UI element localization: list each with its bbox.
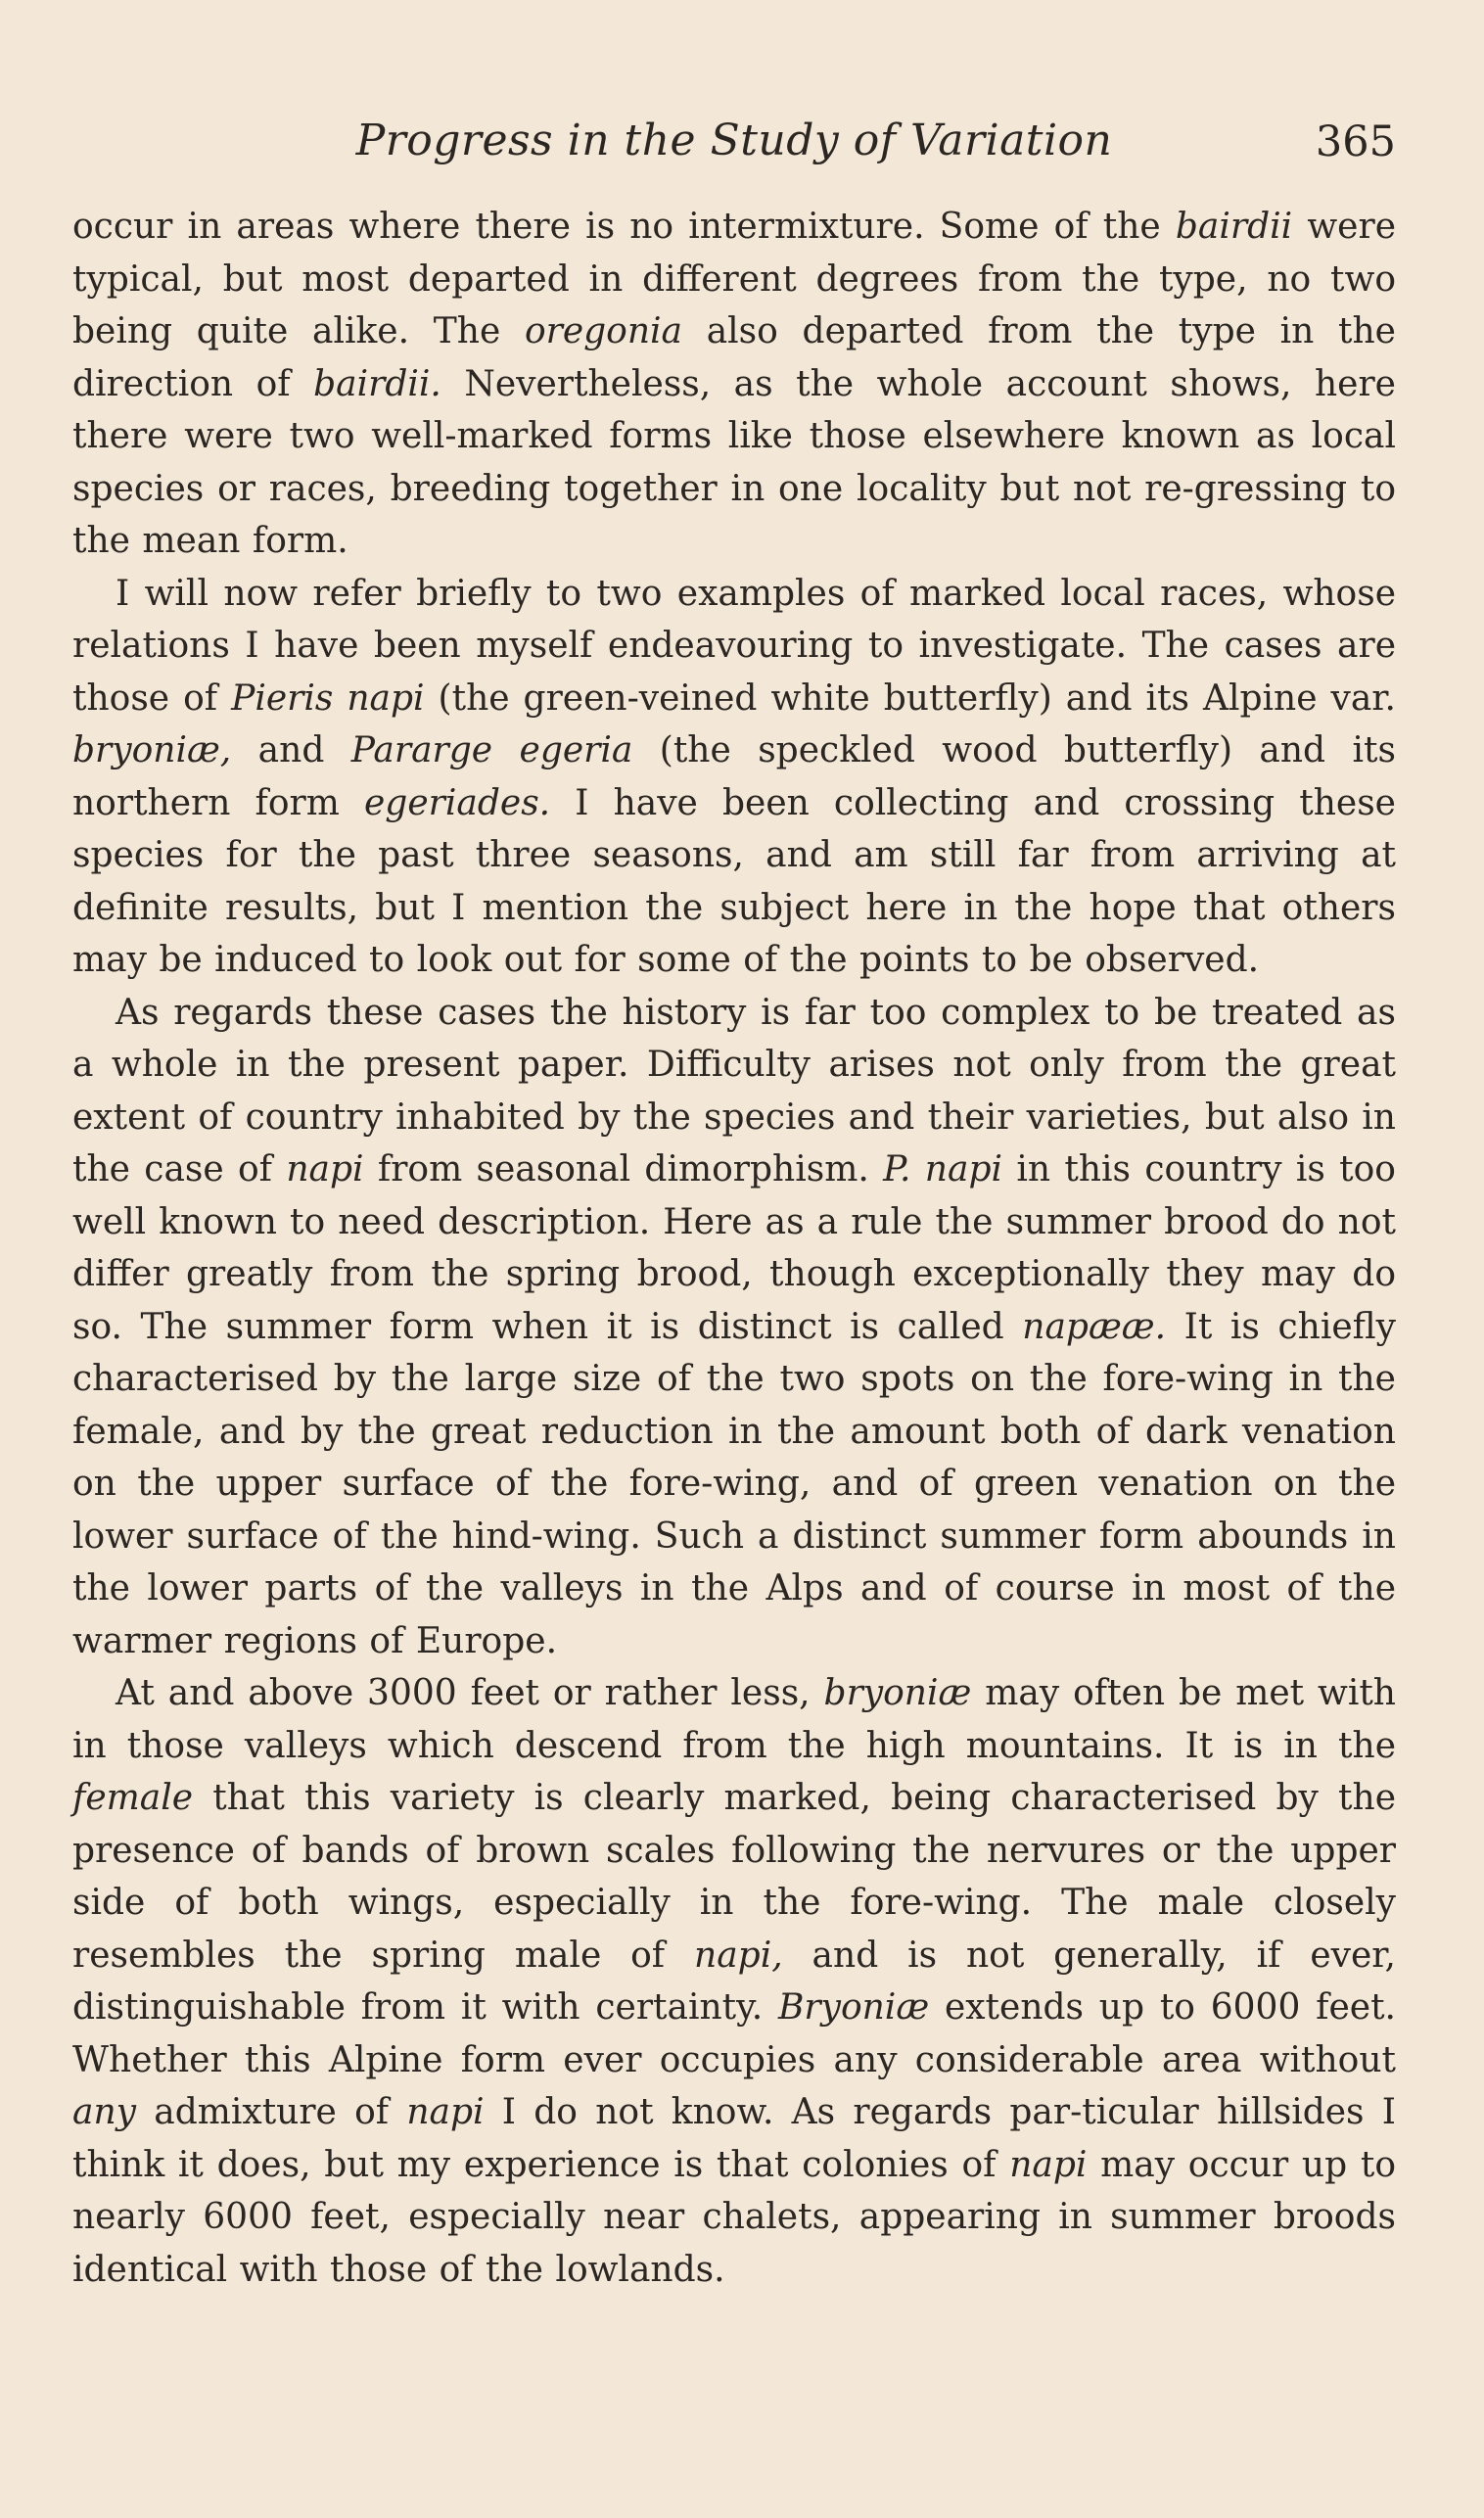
text-run: were typical, but most departed in different degrees from the type, no two being quite alike. The (72, 207, 1396, 351)
text-run: (the green-veined white butterfly) and its Alpine var. (424, 677, 1397, 719)
italic-text-run: egeriades. (364, 782, 551, 823)
text-run: occur in areas where there is no intermixture. Some of the (72, 207, 1176, 247)
paragraph (72, 568, 1396, 987)
text-run: As regards these cases the history is far too complex to be treated as a whole in the present paper. Difficulty arises not only from the great extent of country inhabited by the species and their varieties, but also in the case of (72, 992, 1396, 1189)
italic-text-run: napi (1009, 2144, 1088, 2185)
italic-text-run: any (72, 2092, 136, 2132)
paragraphs (72, 201, 1396, 2296)
text-run: that this variety is clearly marked, being characterised by the presence of bands of brown scales following the nervures or the upper side of both wings, especially in the fore-wing. The male closely resembles the spring male of (72, 1778, 1396, 1976)
paragraph (72, 1667, 1396, 2296)
paragraph (72, 987, 1396, 1668)
running-title: Progress in the Study of Variation (355, 116, 1113, 165)
text-run: from seasonal dimorphism. (363, 1149, 884, 1189)
text-run: and is not generally, if ever, distinguishable from it with certainty. (72, 1935, 1396, 2028)
running-head (72, 0, 1396, 176)
italic-text-run: napi (286, 1149, 364, 1189)
italic-text-run: bairdii (1175, 207, 1293, 247)
text-run: (the speckled wood butterfly) and its northern form (72, 730, 1396, 823)
italic-text-run: bryoniæ (823, 1673, 972, 1713)
italic-text-run: bairdii. (313, 363, 441, 404)
body-text (72, 176, 1397, 2290)
text-run: in this country is too well known to need description. Here as a rule the summer brood do not differ greatly from the spring brood, though exceptionally they may do so. The summer form when it is distinct is called (72, 1149, 1396, 1347)
text-run: I will now refer briefly to two examples of marked local races, whose relations I have been myself endeavouring to investigate. The cases are those of (72, 573, 1396, 719)
text-run: may often be met with in those valleys which descend from the high mountains. It is in the (72, 1673, 1396, 1766)
text-run: admixture of (136, 2092, 407, 2132)
text-run: At and above 3000 feet or rather less, (116, 1673, 824, 1713)
italic-text-run: female (72, 1778, 194, 1818)
text-run: It is chiefly characterised by the large size of the two spots on the fore-wing in the female, and by the great reduction in the amount both of dark venation on the upper surface of the fore-wing, and of green venation on the lower surface of the hind-wing. Such a distinct summer form abounds in the lower parts of the valleys in the Alps and of course in most of the warmer regions of Europe. (72, 1306, 1396, 1661)
text-run: I have been collecting and crossing these species for the past three seasons, and am still far from arriving at definite results, but I mention the subject here in the hope that others may be induced to look out for some of the points to be observed. (72, 782, 1396, 980)
italic-text-run: Pieris napi (231, 677, 425, 719)
italic-text-run: P. napi (883, 1149, 1003, 1189)
italic-text-run: bryoniæ, (72, 730, 232, 770)
paragraph (72, 201, 1396, 568)
italic-text-run: Pararge egeria (350, 730, 633, 770)
text-run: extends up to 6000 feet. Whether this Alpine form ever occupies any considerable area without (72, 1987, 1396, 2080)
italic-text-run: napi, (694, 1935, 783, 1976)
italic-text-run: Bryoniæ (777, 1987, 930, 2028)
text-run: also departed from the type in the direction of (72, 311, 1396, 404)
text-run: I do not know. As regards par-ticular hillsides I think it does, but my experience is that colonies of (72, 2092, 1396, 2185)
italic-text-run: oregonia (524, 311, 683, 351)
text-run: Nevertheless, as the whole account shows, here there were two well-marked forms like those elsewhere known as local species or races, breeding together in one locality but not re-gressing to the mean form. (72, 363, 1396, 561)
italic-text-run: napææ. (1022, 1306, 1167, 1347)
text-run: and (231, 730, 351, 770)
text-run: may occur up to nearly 6000 feet, especially near chalets, appearing in summer broods identical with those of the lowlands. (72, 2144, 1396, 2290)
italic-text-run: napi (406, 2092, 485, 2132)
page-number: 365 (1315, 117, 1396, 166)
